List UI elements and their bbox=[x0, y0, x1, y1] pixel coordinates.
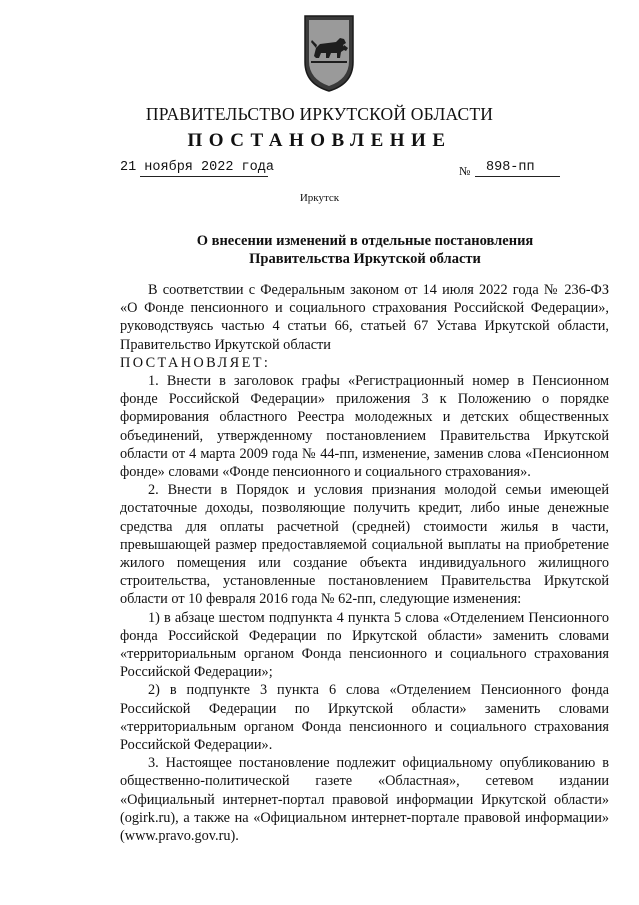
preamble-paragraph: В соответствии с Федеральным законом от 14 июля 2022 года № 236-ФЗ «О Фонде пенсионного и социального страхования Российской Федерации», руководствуясь частью 4 статьи 66, статьей 67 Устава Иркутской области, Правительство Иркутской области bbox=[120, 282, 609, 353]
city-name: Иркутск bbox=[299, 192, 340, 204]
item-2-subitem-2: 2) в подпункте 3 пункта 6 слова «Отделением Пенсионного фонда Российской Федерации по Иркутской области» заменить словами «территориальным органом Фонда пенсионного и социального страхования Российской Федерации». bbox=[120, 682, 609, 754]
subject-line-2: Правительства Иркутской области bbox=[249, 251, 481, 267]
item-1-paragraph: 1. Внести в заголовок графы «Регистрационный номер в Пенсионном фонде Российской Федерации» приложения 3 к Положению о порядке формирования областного Реестра молодежных и детских общественных объединений, утвержденному постановлением Правительства Иркутской области от 4 марта 2009 года № 44-пп, изменение, заменив слова «Пенсионном фонде» словами «Фонде пенсионного и социального страхования». bbox=[120, 373, 609, 481]
item-2-paragraph: 2. Внести в Порядок и условия признания молодой семьи имеющей достаточные доходы, позволяющие получить кредит, либо иные денежные средства для оплаты расчетной (средней) стоимости жилья в части, превышающей размер предоставляемой социальной выплаты на приобретение жилого помещения или создание объекта индивидуального жилищного строительства, установленные постановлением Правительства Иркутской области от 10 февраля 2016 года № 62-пп, следующие изменения: bbox=[120, 482, 609, 608]
item-2-subitem-1: 1) в абзаце шестом подпункта 4 пункта 5 слова «Отделением Пенсионного фонда Российской Федерации по Иркутской области» заменить словами «территориальным органом Фонда пенсионного и социального страхования Российской Федерации»; bbox=[120, 609, 609, 681]
resolves-heading: ПОСТАНОВЛЯЕТ: bbox=[120, 354, 271, 371]
document-body bbox=[120, 281, 609, 845]
item-3-paragraph: 3. Настоящее постановление подлежит официальному опубликованию в общественно-политической газете «Областная», сетевом издании «Официальный интернет-портал правовой информации Иркутской области» (ogirk.ru), а также на «Официальном интернет-портале правовой информации» (www.pravo.gov.ru). bbox=[120, 755, 609, 845]
date-underline bbox=[140, 176, 268, 177]
document-type-title: ПОСТАНОВЛЕНИЕ bbox=[187, 130, 452, 151]
document-number: 898-пп bbox=[486, 160, 535, 175]
document-subject bbox=[120, 232, 610, 268]
government-title: ПРАВИТЕЛЬСТВО ИРКУТСКОЙ ОБЛАСТИ bbox=[145, 104, 494, 124]
subject-line-1: О внесении изменений в отдельные постановления bbox=[196, 233, 534, 249]
number-underline bbox=[475, 176, 560, 177]
coat-of-arms-babr-icon bbox=[302, 12, 356, 94]
number-sign: № bbox=[459, 164, 471, 178]
document-date: 21 ноября 2022 года bbox=[120, 160, 274, 175]
